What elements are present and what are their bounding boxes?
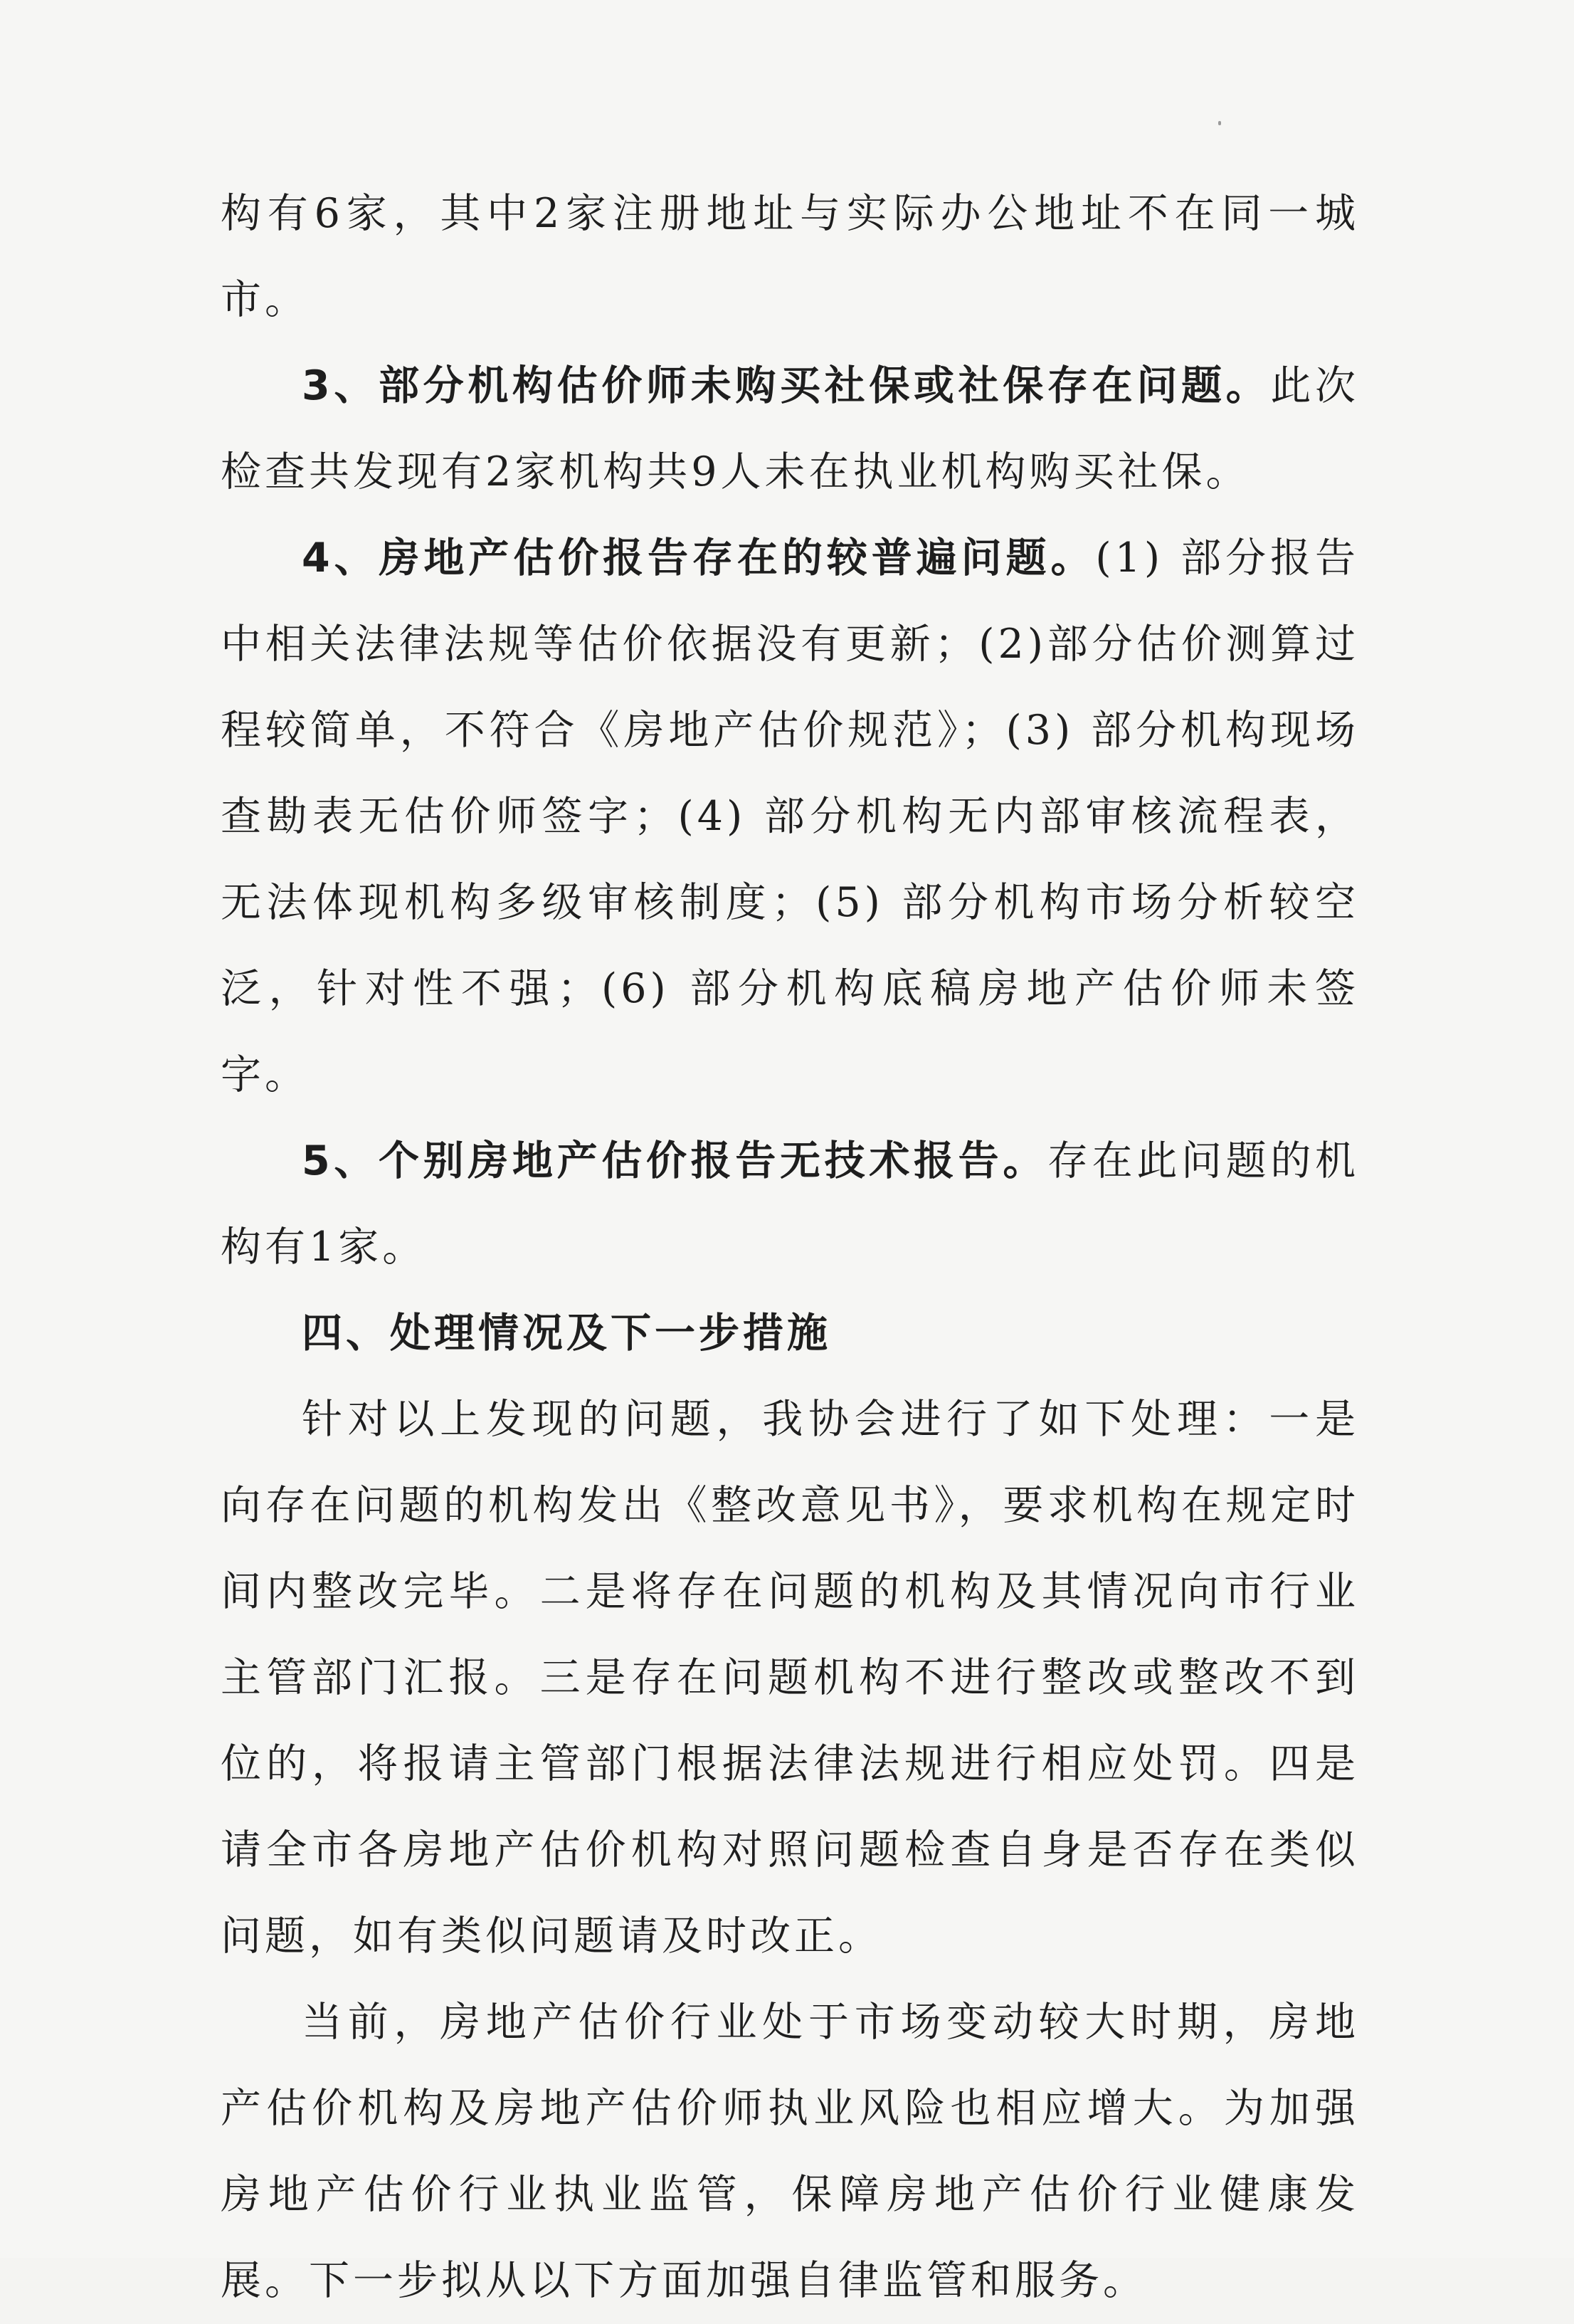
paragraph-technical-report <box>221 1118 1359 1290</box>
scan-mark <box>1218 121 1221 125</box>
paragraph-social-insurance <box>221 343 1359 515</box>
paragraph-report-issues <box>221 515 1359 1118</box>
document-body <box>221 171 1359 2324</box>
section-heading: 四、处理情况及下一步措施 <box>302 1310 831 1357</box>
paragraph-text: 此次检查共发现有2家机构共9人未在执业机构购买社保。 <box>221 362 1359 495</box>
paragraph-handling: 针对以上发现的问题，我协会进行了如下处理：一是向存在问题的机构发出《整改意见书》，要求机构在规定时间内整改完毕。二是将存在问题的机构及其情况向市行业主管部门汇报。三是存在问题机构不进行整改或整改不到位的，将报请主管部门根据法律法规进行相应处罚。四是请全市各房地产估价机构对照问题检查自身是否存在类似问题，如有类似问题请及时改正。 <box>221 1396 1359 1960</box>
paragraph-continuation <box>221 171 1359 343</box>
paragraph-lead: 3、部分机构估价师未购买社保或社保存在问题。 <box>302 362 1271 409</box>
paragraph-next-steps: 当前，房地产估价行业处于市场变动较大时期，房地产估价机构及房地产估价师执业风险也相应增大。为加强房地产估价行业执业监管，保障房地产估价行业健康发展。下一步拟从以下方面加强自律监管和服务。 <box>221 1999 1359 2304</box>
paragraph-lead: 5、个别房地产估价报告无技术报告。 <box>302 1137 1047 1184</box>
paragraph-text: 构有6家，其中2家注册地址与实际办公地址不在同一城市。 <box>221 190 1359 323</box>
paragraph-lead: 4、房地产估价报告存在的较普遍问题。 <box>302 535 1096 582</box>
paragraph-text: 存在此问题的机构有1家。 <box>221 1137 1359 1271</box>
paragraph-text: (1) 部分报告中相关法律法规等估价依据没有更新；(2)部分估价测算过程较简单，不符合《房地产估价规范》；(3) 部分机构现场查勘表无估价师签字；(4) 部分机构无内部审核流程表，无法体现机构多级审核制度；(5) 部分机构市场分析较空泛，针对性不强；(6) 部分机构底稿房地产估价师未签字。 <box>221 535 1360 1098</box>
